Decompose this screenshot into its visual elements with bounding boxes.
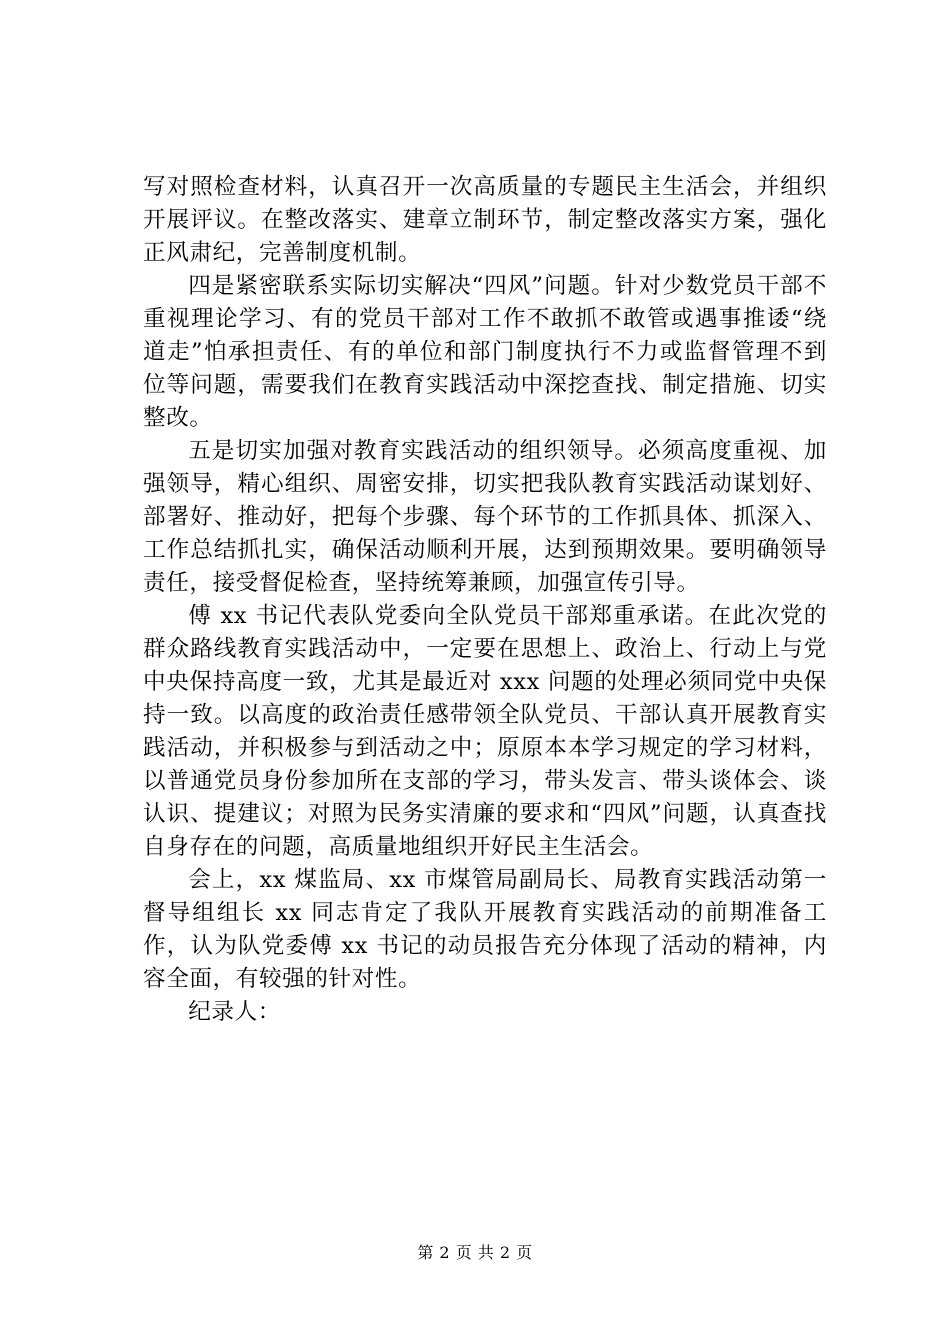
paragraph-continuation: 写对照检查材料，认真召开一次高质量的专题民主生活会，并组织开展评议。在整改落实、建章立制环节，制定整改落实方案，强化正风肃纪，完善制度机制。 [143, 174, 827, 266]
paragraph-four-winds: 四是紧密联系实际切实解决“四风”问题。针对少数党员干部不重视理论学习、有的党员干部对工作不敢抓不敢管或遇事推诿“绕道走”怕承担责任、有的单位和部门制度执行不力或监督管理不到位等问题，需要我们在教育实践活动中深挖查找、制定措施、切实整改。 [143, 273, 827, 431]
document-body [143, 171, 827, 1029]
paragraph-leadership: 五是切实加强对教育实践活动的组织领导。必须高度重视、加强领导，精心组织、周密安排，切实把我队教育实践活动谋划好、部署好、推动好，把每个步骤、每个环节的工作抓具体、抓深入、工作总结抓扎实，确保活动顺利开展，达到预期效果。要明确领导责任，接受督促检查，坚持统筹兼顾，加强宣传引导。 [143, 438, 827, 596]
paragraph-commitment: 傅 xx 书记代表队党委向全队党员干部郑重承诺。在此次党的群众路线教育实践活动中，一定要在思想上、政治上、行动上与党中央保持高度一致，尤其是最近对 xxx 问题的处理必须同党中央保持一致。以高度的政治责任感带领全队党员、干部认真开展教育实践活动，并积极参与到活动之中；原原本本学习规定的学习材料，以普通党员身份参加所在支部的学习，带头发言、带头谈体会、谈认识、提建议；对照为民务实清廉的要求和“四风”问题，认真查找自身存在的问题，高质量地组织开好民主生活会。 [143, 603, 827, 860]
paragraph-meeting-remarks: 会上，xx 煤监局、xx 市煤管局副局长、局教育实践活动第一督导组组长 xx 同志肯定了我队开展教育实践活动的前期准备工作，认为队党委傅 xx 书记的动员报告充分体现了活动的精神，内容全面，有较强的针对性。 [143, 867, 827, 992]
paragraph-recorder: 纪录人： [188, 999, 281, 1025]
page-footer: 第 2 页 共 2 页 [417, 1243, 533, 1262]
